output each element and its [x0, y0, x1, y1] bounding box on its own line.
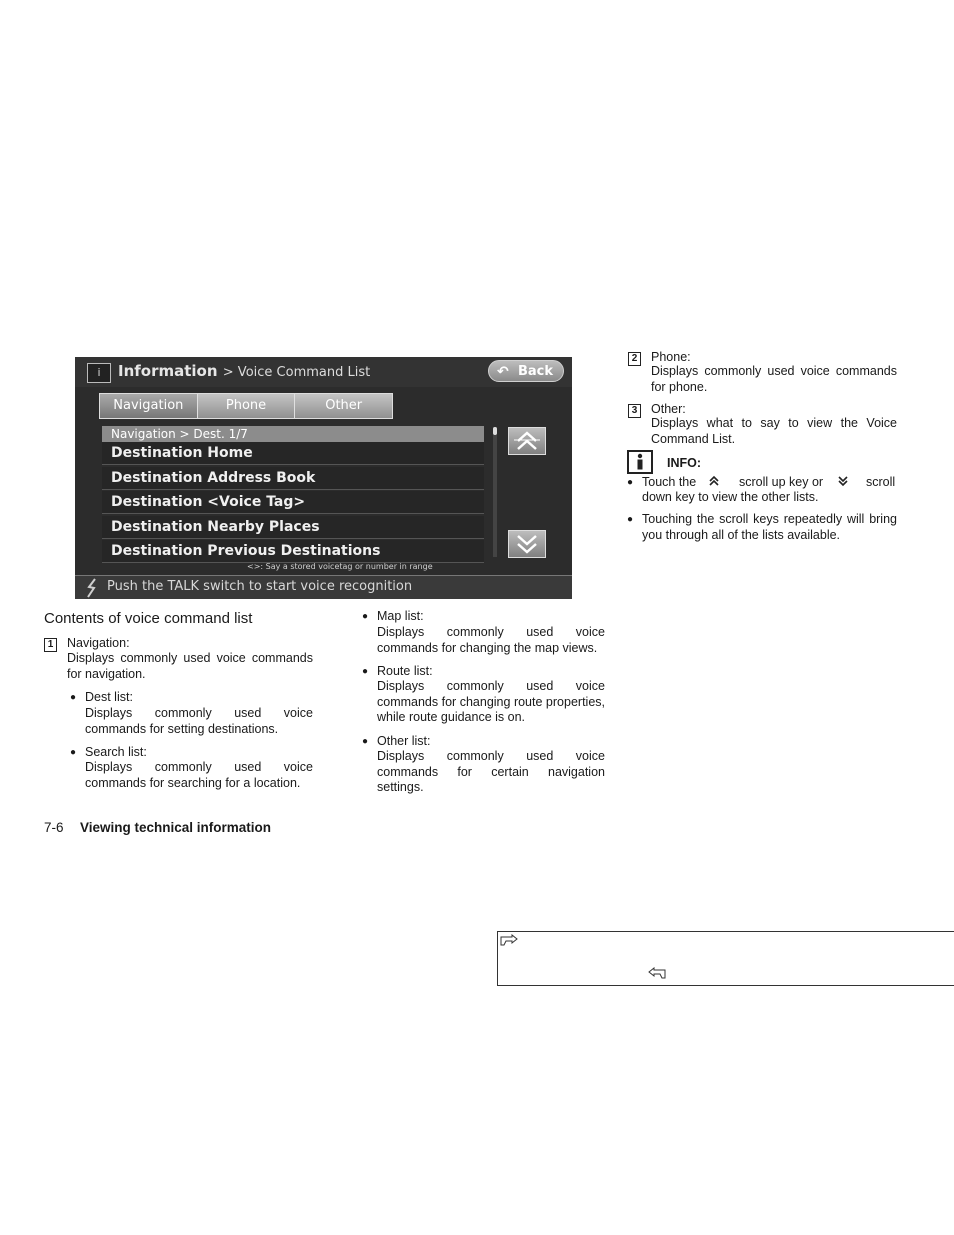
phone-title: Phone: [651, 350, 691, 364]
item-number-box: 2 [628, 352, 641, 366]
screen-title [118, 362, 370, 380]
screen-title-sub: > Voice Command List [222, 365, 371, 380]
bullet-title: Search list: [85, 745, 147, 759]
bullet-icon: ● [362, 666, 369, 677]
item-number-box: 1 [44, 638, 57, 652]
screen-title-main: Information [118, 362, 218, 380]
bullet-title: Dest list: [85, 690, 133, 704]
scroll-down-button[interactable] [508, 530, 546, 558]
list-item[interactable]: Destination <Voice Tag> [102, 491, 484, 514]
double-chevron-down-icon [837, 475, 849, 487]
other-title: Other: [651, 402, 686, 416]
info-bullet-2: Touching the scroll keys repeatedly will bring you through all of the lists available. [642, 512, 897, 542]
bullet-icon: ● [627, 477, 634, 488]
reference-box [497, 931, 954, 986]
double-chevron-down-icon [509, 531, 545, 557]
item-number-box: 3 [628, 404, 641, 418]
pointing-hand-icon [500, 934, 518, 946]
bullet-icon: ● [70, 692, 77, 703]
bullet-description: Displays commonly used voice commands for changing the map views. [377, 625, 605, 655]
info-icon [627, 450, 653, 474]
scrollbar-thumb[interactable] [493, 427, 497, 435]
back-button-label: Back [517, 364, 553, 379]
nav-title: Navigation: [67, 636, 130, 650]
list-item[interactable]: Destination Previous Destinations [102, 540, 484, 563]
list-item[interactable]: Destination Nearby Places [102, 516, 484, 539]
page-number: 7-6 [44, 820, 64, 835]
list-item[interactable]: Destination Home [102, 442, 484, 465]
info-bullet-1-pre: Touch the [642, 475, 697, 489]
bullet-title: Route list: [377, 664, 433, 678]
back-button[interactable] [488, 360, 564, 382]
information-icon: i [87, 363, 111, 383]
nav-description: Displays commonly used voice commands for navigation. [67, 651, 313, 681]
bullet-icon: ● [362, 611, 369, 622]
bullet-description: Displays commonly used voice commands for changing route properties, while route guidance is on. [377, 679, 605, 724]
page-section-title: Viewing technical information [80, 820, 272, 835]
tab-bar [99, 393, 393, 419]
nav-number [44, 636, 57, 652]
voicetag-hint: <>: Say a stored voicetag or number in range [247, 562, 433, 571]
bullet-icon: ● [362, 736, 369, 747]
bullet-description: Displays commonly used voice commands for searching for a location. [85, 760, 313, 790]
back-arrow-icon: ↶ [497, 364, 509, 380]
info-bullet-1-line2: down key to view the other lists. [642, 490, 819, 504]
talk-switch-icon [83, 578, 101, 598]
status-bar [75, 575, 572, 599]
phone-description: Displays commonly used voice commands for phone. [651, 364, 897, 394]
section-heading: Contents of voice command list [44, 610, 253, 627]
list-item[interactable]: Destination Address Book [102, 467, 484, 490]
info-label: INFO: [667, 456, 702, 470]
tab-other[interactable]: Other [325, 398, 363, 413]
status-message: Push the TALK switch to start voice recognition [107, 579, 413, 594]
tab-phone[interactable]: Phone [198, 394, 296, 418]
info-bullet-1-post: scroll [866, 475, 896, 489]
command-list [102, 442, 484, 560]
info-bullet-1-mid: scroll up key or [739, 475, 824, 489]
bullet-description: Displays commonly used voice commands for certain navigation settings. [377, 749, 605, 794]
list-breadcrumb: Navigation > Dest. 1/7 [102, 426, 484, 442]
pointing-hand-icon [648, 967, 666, 979]
bullet-icon: ● [627, 514, 634, 525]
double-chevron-up-icon [509, 428, 545, 454]
other-description: Displays what to say to view the Voice Command List. [651, 416, 897, 446]
other-number [628, 402, 641, 418]
scroll-up-button[interactable] [508, 427, 546, 455]
bullet-icon: ● [70, 747, 77, 758]
phone-number [628, 350, 641, 366]
scrollbar-track[interactable] [493, 427, 497, 557]
bullet-title: Map list: [377, 609, 424, 623]
double-chevron-up-icon [708, 475, 720, 487]
tab-navigation[interactable]: Navigation [100, 394, 198, 418]
voice-command-screen [75, 357, 572, 599]
bullet-title: Other list: [377, 734, 431, 748]
info-i-glyph [629, 452, 651, 472]
bullet-description: Displays commonly used voice commands for setting destinations. [85, 706, 313, 736]
